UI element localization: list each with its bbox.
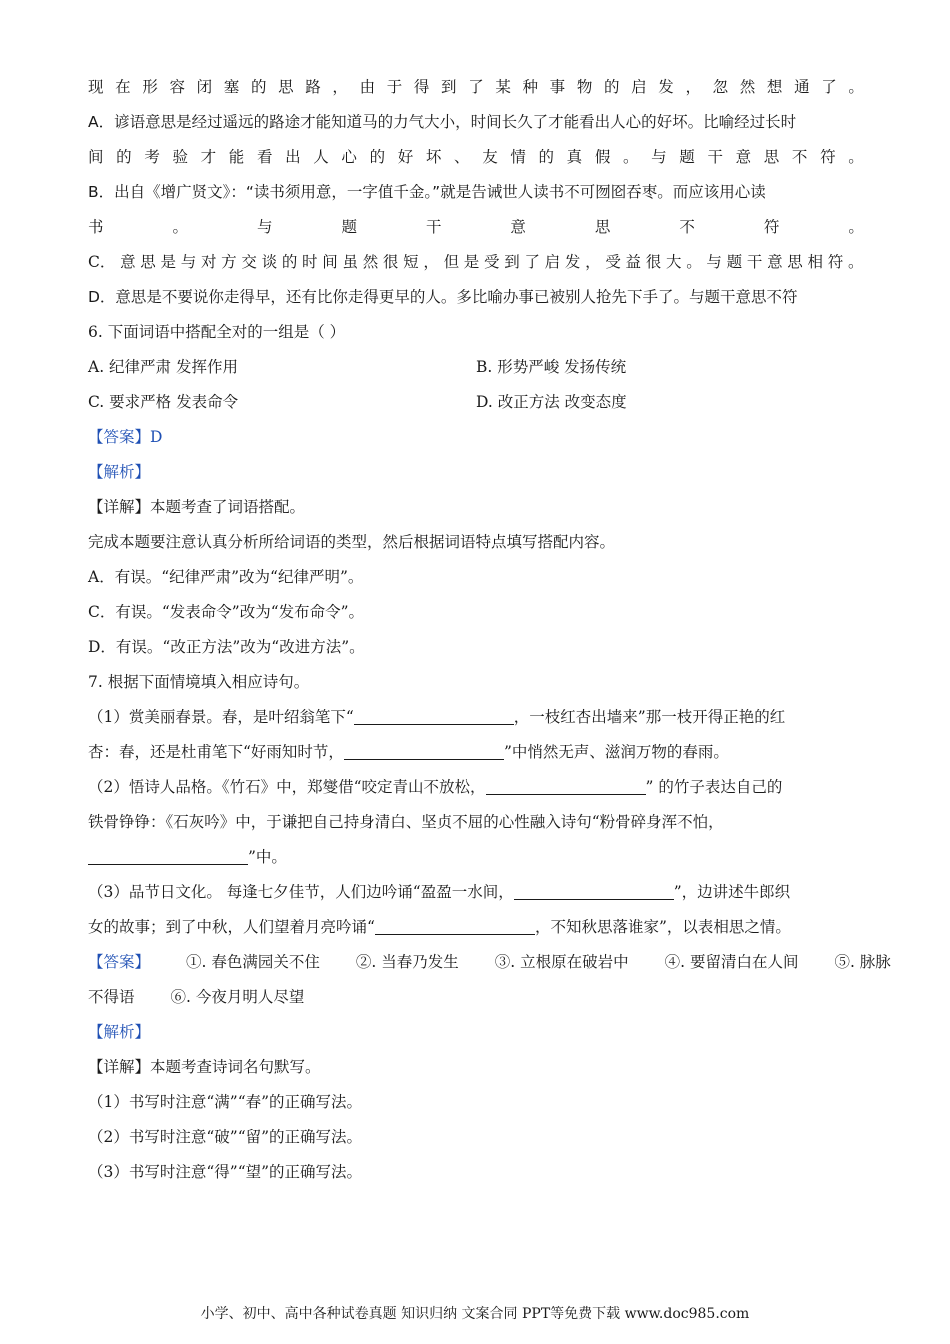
detail-line: D．有误。“改正方法”改为“改进方法”。	[88, 638, 365, 656]
char: 题	[679, 148, 695, 166]
char: 题	[341, 218, 357, 236]
char: 益	[625, 253, 642, 271]
detail-line: （3）书写时注意“得”“望”的正确写法。	[88, 1163, 363, 1181]
answer-row-cont	[88, 980, 864, 1015]
answer-item: ②. 当春乃发生	[355, 953, 459, 971]
char: 相	[807, 253, 824, 271]
char: 思	[594, 218, 611, 236]
question-7-part2-cont: 铁骨铮铮：《石灰吟》中，于谦把自己持身清白、坚贞不屈的心性融入诗句“粉骨碎身浑不怕，	[88, 813, 724, 831]
option-c: C. 要求严格 发表命令	[88, 393, 239, 411]
char: 虽	[342, 253, 358, 271]
option-a: A. 纪律严肃 发挥作用	[88, 358, 238, 376]
char: 大	[665, 253, 682, 271]
fill-blank-3	[486, 776, 646, 795]
char: 。	[848, 148, 864, 166]
detail-row	[88, 1050, 864, 1085]
fill-blank-2	[344, 741, 504, 760]
detail-line: （1）书写时注意“满”“春”的正确写法。	[88, 1093, 363, 1111]
char: 形	[142, 78, 158, 96]
char: 不	[791, 148, 808, 166]
char: 想	[766, 78, 783, 96]
char: 塞	[223, 78, 240, 96]
char: 很	[382, 253, 399, 271]
char: 现	[88, 78, 104, 96]
char: 了	[821, 78, 837, 96]
detail-line: A．有误。“纪律严肃”改为“纪律严明”。	[88, 568, 364, 586]
detail-label: 【详解】	[88, 1058, 151, 1076]
char: 与	[706, 253, 722, 271]
char: 出	[285, 148, 301, 166]
char: 得	[413, 78, 430, 96]
answer-item: 不得语	[88, 988, 135, 1006]
char: 启	[544, 253, 561, 271]
char: 的	[116, 148, 132, 166]
detail-line: （2）书写时注意“破”“留”的正确写法。	[88, 1128, 363, 1146]
char: 好	[397, 148, 414, 166]
char: 。	[847, 253, 864, 271]
char: 路	[305, 78, 321, 96]
char: 闭	[196, 78, 213, 96]
char: 人	[313, 148, 329, 166]
char: 意	[735, 148, 752, 166]
answer-row	[88, 945, 891, 980]
char: 是	[463, 253, 480, 271]
char: 然	[739, 78, 756, 96]
text-run: 女的故事；到了中秋，人们望着月亮吟诵“	[88, 918, 375, 936]
char: 时	[302, 253, 318, 271]
char: 。	[172, 218, 188, 236]
answer-item: ④. 要留清白在人间	[664, 953, 799, 971]
char: 对	[200, 253, 217, 271]
char: 到	[441, 78, 457, 96]
text-run: ” 的竹子表达自己的	[645, 778, 783, 796]
char: 短	[403, 253, 419, 271]
option-b-explanation: B．出自《增广贤文》：“读书须用意，一字值千金。”就是告诫世人读书不可囫囵吞枣。而应该用心读	[88, 183, 766, 201]
char: 忽	[712, 78, 729, 96]
char: 假	[594, 148, 611, 166]
char: 的	[281, 253, 298, 271]
question-7-part3	[88, 875, 864, 910]
char: 间	[88, 148, 104, 166]
char: 思	[763, 148, 780, 166]
char: 谈	[261, 253, 278, 271]
fill-blank-6	[375, 916, 535, 935]
detail-line: 完成本题要注意认真分析所给词语的类型，然后根据词语特点填写搭配内容。	[88, 533, 616, 551]
question-7-part1	[88, 700, 864, 735]
char: ，	[585, 253, 601, 271]
char: 受	[484, 253, 500, 271]
char: 的	[538, 148, 555, 166]
char: 意	[510, 218, 526, 236]
answer-item: ①. 春色满园关不住	[186, 953, 320, 971]
document-body	[88, 70, 891, 1190]
char: 考	[144, 148, 160, 166]
option-b-explanation-cont	[88, 210, 864, 245]
answer-label: 【答案】	[88, 953, 151, 971]
fill-blank-5	[514, 881, 674, 900]
char: 与	[180, 253, 197, 271]
detail-row	[88, 490, 864, 525]
question-7-part2	[88, 770, 864, 805]
char: 是	[160, 253, 177, 271]
char: 交	[241, 253, 257, 271]
char: 种	[522, 78, 539, 96]
question-6-options-row1	[88, 350, 864, 385]
char: 友	[482, 148, 498, 166]
char: 思	[787, 253, 803, 271]
answer-row	[88, 420, 864, 455]
char: 。	[848, 218, 864, 236]
answer-item: ⑥. 今夜月明人尽望	[170, 988, 305, 1006]
text-run: ”中。	[248, 848, 287, 866]
char: 意	[767, 253, 783, 271]
char: ，	[685, 78, 701, 96]
char: ，	[423, 253, 439, 271]
text-run: ”，边讲述牛郎织	[673, 883, 791, 901]
option-b: B. 形势严峻 发扬传统	[476, 358, 627, 376]
text-run: （2）悟诗人品格。《竹石》中，郑燮借“咬定青山不放松，	[88, 778, 486, 796]
char: 了	[468, 78, 484, 96]
char: 的	[603, 78, 620, 96]
text-run: ，不知秋思落谁家”，以表相思之情。	[534, 918, 791, 936]
char: 间	[322, 253, 338, 271]
question-6-stem: 6. 下面词语中搭配全对的一组是（ ）	[88, 323, 346, 341]
char: 才	[200, 148, 217, 166]
char: 了	[524, 253, 540, 271]
text-run: （3）品节日文化。 每逢七夕佳节，人们边吟诵“盈盈一水间，	[88, 883, 514, 901]
answer-item: ③. 立根原在破岩中	[494, 953, 629, 971]
char: 事	[549, 78, 566, 96]
char: 。	[686, 253, 702, 271]
explanation-line	[88, 70, 864, 105]
option-a-explanation: A．谚语意思是经过遥远的路途才能知道马的力气大小，时间长久了才能看出人心的好坏。比喻经过长时	[88, 113, 797, 131]
char: 与	[256, 218, 273, 236]
char: 真	[566, 148, 583, 166]
char: 。	[848, 78, 864, 96]
char: 于	[386, 78, 403, 96]
question-7-stem: 7. 根据下面情境填入相应诗句。	[88, 673, 310, 691]
char: 容	[169, 78, 185, 96]
fill-blank-4	[88, 846, 248, 865]
char: 干	[707, 148, 723, 166]
detail-line: C．有误。“发表命令”改为“发布命令”。	[88, 603, 365, 621]
char: 干	[425, 218, 442, 236]
char: 某	[495, 78, 511, 96]
char: 书	[88, 218, 104, 236]
detail-text: 本题考查诗词名句默写。	[150, 1058, 321, 1076]
char: 情	[510, 148, 526, 166]
char: 心	[341, 148, 357, 166]
char: 意	[120, 253, 136, 271]
text-run: ”中悄然无声、滋润万物的春雨。	[503, 743, 729, 761]
char: 方	[221, 253, 237, 271]
char: 不	[679, 218, 695, 236]
char: 验	[172, 148, 188, 166]
answer-label: 【答案】	[88, 428, 151, 446]
analysis-label: 【解析】	[88, 463, 151, 481]
char: 题	[726, 253, 743, 271]
char: 看	[256, 148, 273, 166]
text-run: 杏：春，还是杜甫笔下“好雨知时节，	[88, 743, 344, 761]
char: 能	[228, 148, 245, 166]
char: 由	[359, 78, 376, 96]
char: 的	[369, 148, 386, 166]
char: 发	[658, 78, 674, 96]
answer-item: ⑤. 脉脉	[834, 953, 891, 971]
char: 通	[794, 78, 810, 96]
detail-text: 本题考查了词语搭配。	[150, 498, 306, 516]
char: 到	[504, 253, 520, 271]
question-6-options-row2	[88, 385, 864, 420]
page-footer: 小学、初中、高中各种试卷真题 知识归纳 文案合同 PPT等免费下载 www.doc985.com	[200, 1306, 750, 1322]
char: 与	[651, 148, 667, 166]
char: 、	[454, 148, 470, 166]
fill-blank-1	[354, 706, 514, 725]
char: 坏	[425, 148, 442, 166]
question-7-part3-cont	[88, 910, 864, 945]
answer-value: D	[150, 428, 163, 446]
text-run: （1）赏美丽春景。春，是叶绍翁笔下“	[88, 708, 354, 726]
option-a-explanation-cont	[88, 140, 864, 175]
char: 符	[827, 253, 844, 271]
char: 物	[576, 78, 593, 96]
char: 启	[631, 78, 647, 96]
char: 思	[140, 253, 156, 271]
option-d-explanation: D．意思是不要说你走得早，还有比你走得更早的人。多比喻办事已被别人抢先下手了。与题干意思不符	[88, 288, 798, 306]
detail-label: 【详解】	[88, 498, 151, 516]
char: 的	[250, 78, 267, 96]
char: 干	[746, 253, 763, 271]
option-d: D. 改正方法 改变态度	[476, 393, 627, 411]
question-7-part1-cont	[88, 735, 864, 770]
char: 思	[278, 78, 294, 96]
char: 发	[564, 253, 581, 271]
char: 。	[622, 148, 639, 166]
char: 符	[763, 218, 780, 236]
option-c-explanation	[88, 245, 864, 280]
char: 受	[605, 253, 621, 271]
text-run: ，一枝红杏出墙来”那一枝开得正艳的红	[513, 708, 786, 726]
analysis-label: 【解析】	[88, 1023, 151, 1041]
char: 符	[820, 148, 836, 166]
char: ，	[332, 78, 348, 96]
char: C．	[88, 253, 116, 271]
char: 然	[362, 253, 379, 271]
char: 在	[115, 78, 131, 96]
char: 很	[645, 253, 662, 271]
char: 但	[443, 253, 460, 271]
question-7-part2-cont2	[88, 840, 864, 875]
